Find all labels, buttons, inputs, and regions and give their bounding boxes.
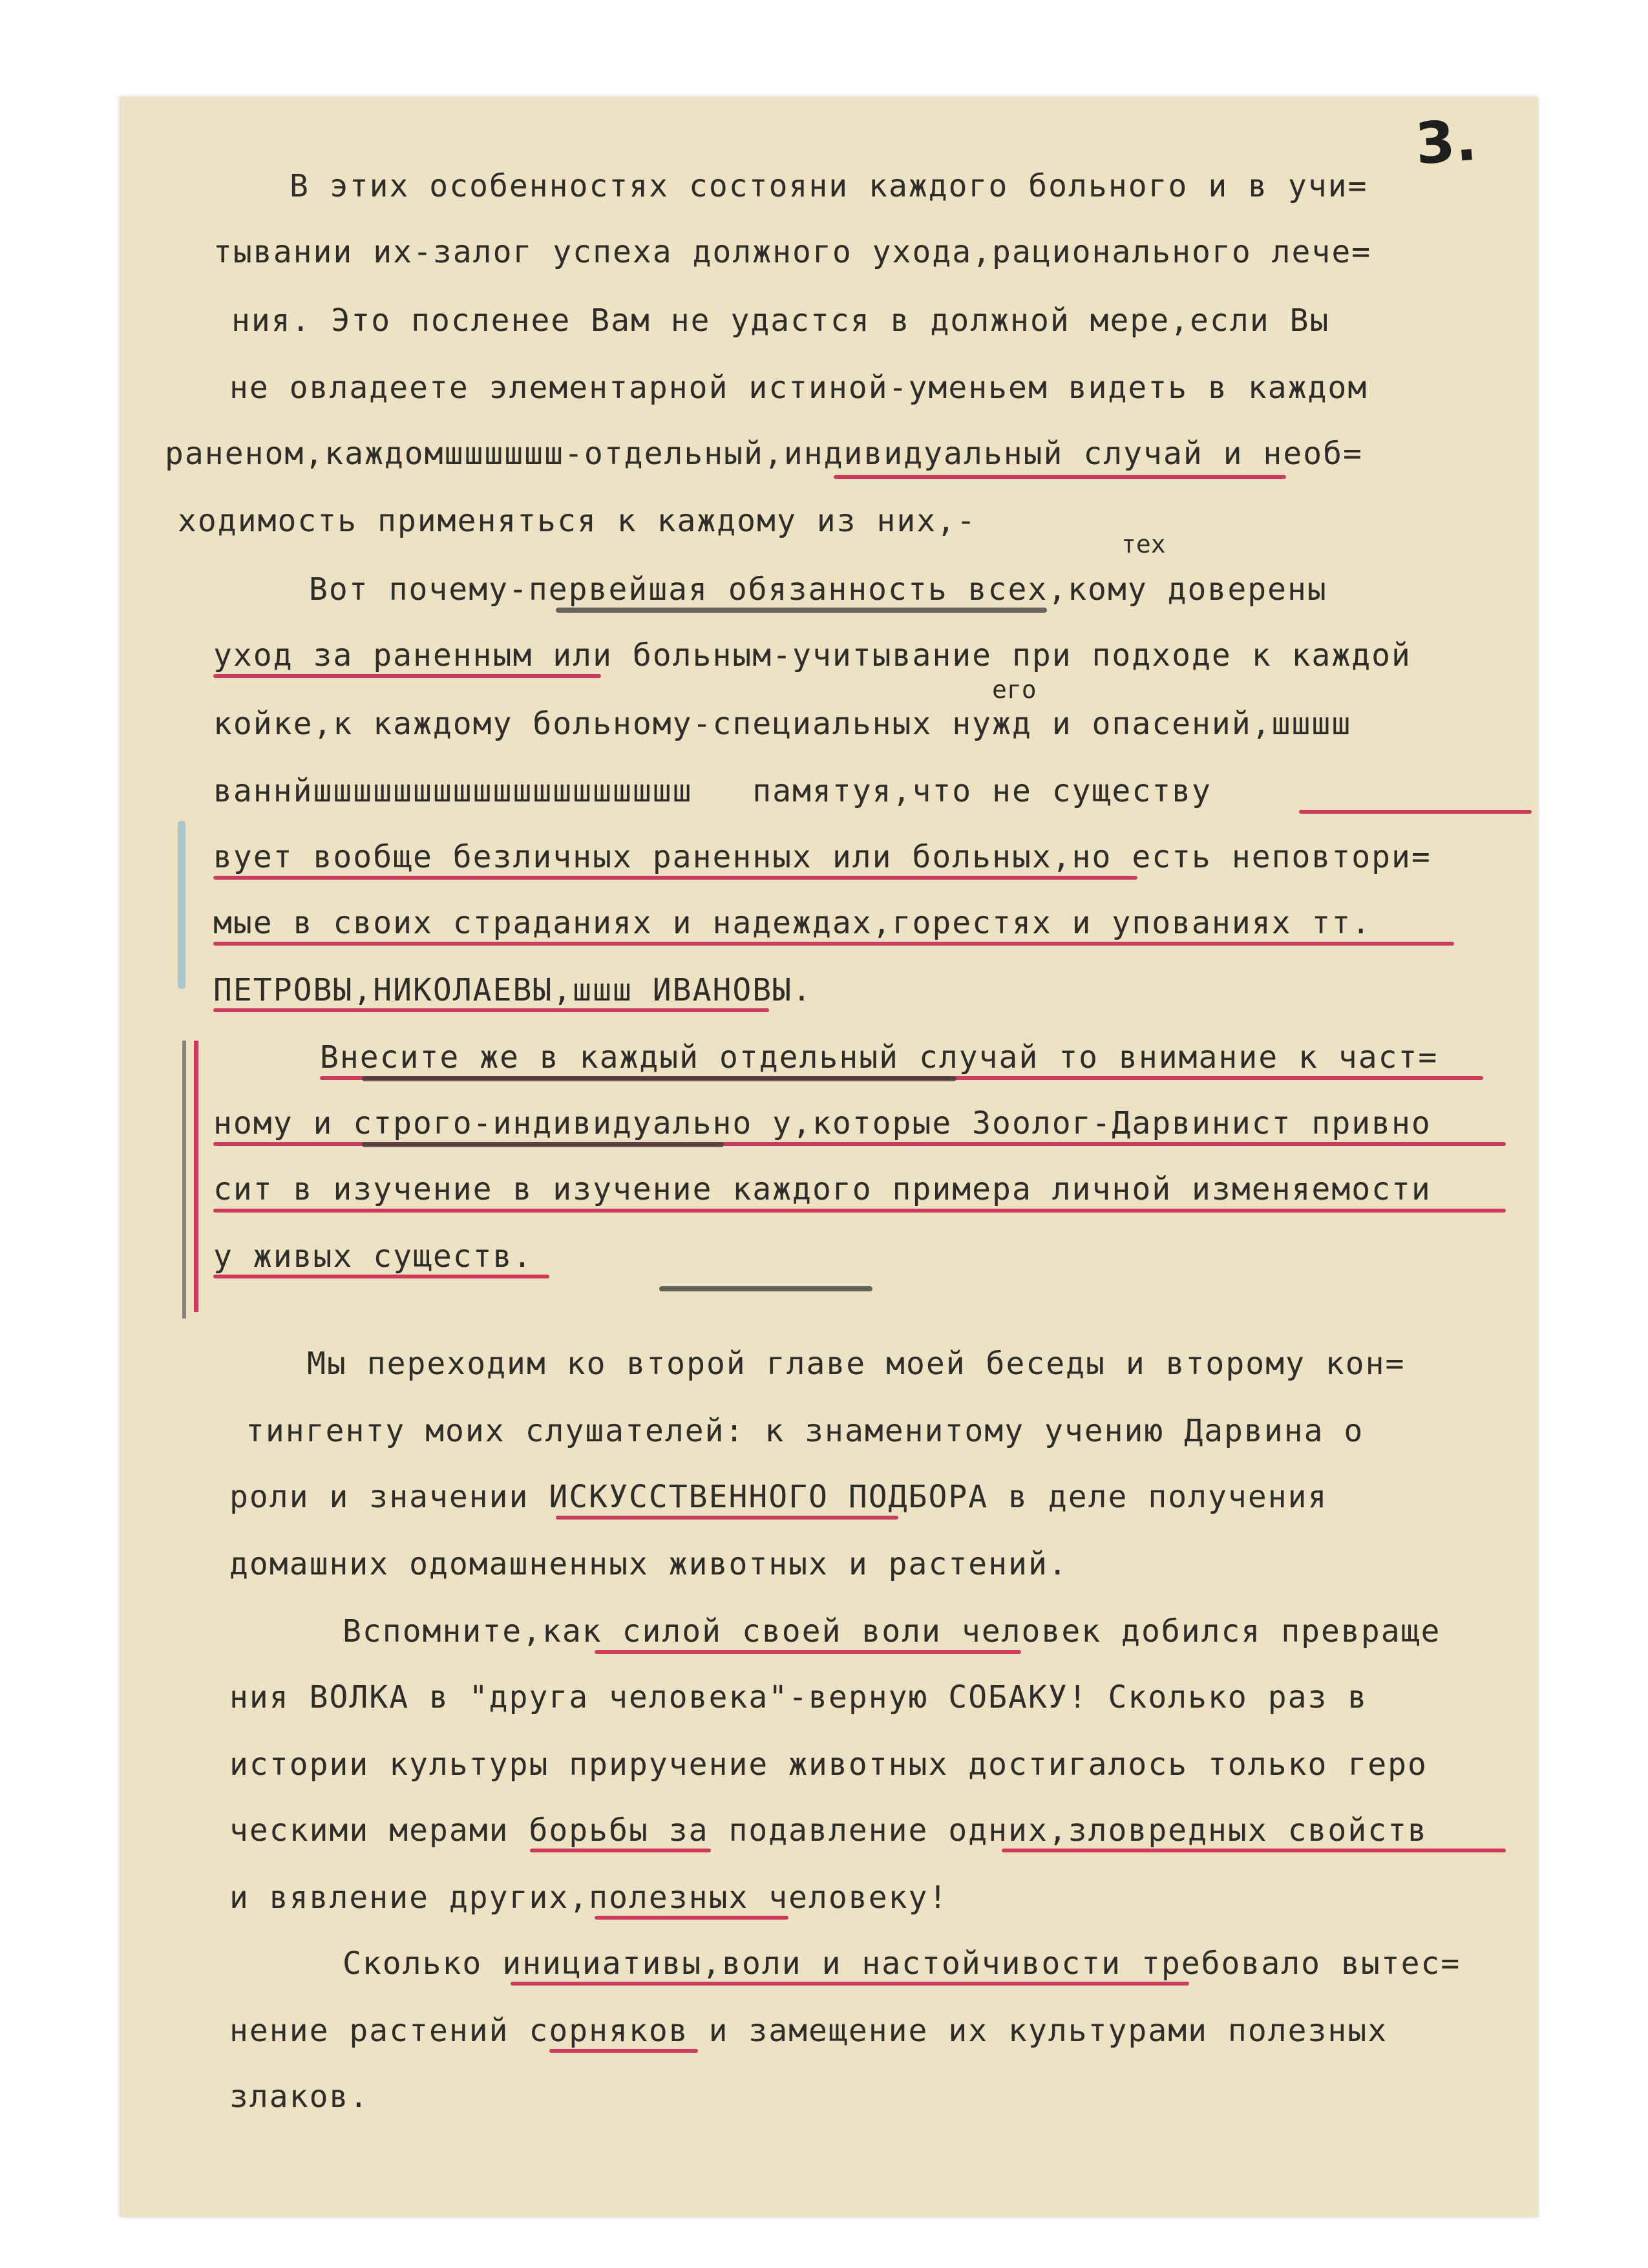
red-underline xyxy=(213,674,601,678)
red-underline xyxy=(1299,810,1532,814)
text-line: ходимость применяться к каждому из них,- xyxy=(178,503,977,539)
text-line: вует вообще безличных раненных или больных,но есть неповтори= xyxy=(213,839,1431,875)
page-number: 3. xyxy=(1413,106,1479,178)
text-line: раненом,каждомшшшшшш-отдельный,индивидуальный случай и необ= xyxy=(165,436,1363,472)
text-line: и вявление других,полезных человеку! xyxy=(229,1880,949,1916)
text-line: роли и значении ИСКУССТВЕННОГО ПОДБОРА в деле получения xyxy=(229,1479,1328,1515)
red-underline xyxy=(549,2049,698,2053)
text-line: мые в своих страданиях и надеждах,горестях и упованиях тт. xyxy=(213,905,1372,941)
text-line: нение растений сорняков и замещение их культурами полезных xyxy=(229,2013,1388,2049)
text-line: ния ВОЛКА в "друга человека"-верную СОБАКУ! Сколько раз в xyxy=(229,1679,1368,1715)
red-underline xyxy=(213,1275,549,1278)
blue-margin-mark xyxy=(178,821,185,989)
handwritten-insertion: тех xyxy=(1121,530,1166,558)
red-underline xyxy=(556,1516,898,1520)
text-line: злаков. xyxy=(229,2079,370,2115)
text-line: Сколько инициативы,воли и настойчивости требовало вытес= xyxy=(343,1945,1461,1982)
text-line: койке,к каждому больному-специальных нужд и опасений,шшшш xyxy=(213,706,1352,742)
red-underline xyxy=(595,1916,788,1920)
text-line: ПЕТРОВЫ,НИКОЛАЕВЫ,шшш ИВАНОВЫ. xyxy=(213,972,812,1008)
text-line: уход за раненным или больным-учитывание при подходе к каждой xyxy=(213,637,1411,673)
text-line: тывании их-залог успеха должного ухода,рационального лече= xyxy=(213,234,1372,270)
text-line: ния. Это посленее Вам не удастся в должной мере,если Вы xyxy=(231,302,1330,339)
red-underline xyxy=(530,1849,711,1852)
red-underline xyxy=(834,475,1286,479)
dark-underline xyxy=(659,1286,872,1291)
text-line: Внесите же в каждый отдельный случай то внимание к част= xyxy=(320,1039,1439,1076)
text-line: Вот почему-первейшая обязанность всех,кому доверены xyxy=(309,571,1327,608)
text-line: не овладеете элементарной истиной-уменьем видеть в каждом xyxy=(229,370,1368,406)
red-underline xyxy=(1002,1849,1506,1852)
text-line: ческими мерами борьбы за подавление одних,зловредных свойств xyxy=(229,1812,1428,1849)
text-line: домашних одомашненных животных и растений. xyxy=(229,1546,1068,1582)
dark-underline xyxy=(362,1142,724,1147)
text-line: тингенту моих слушателей: к знаменитому учению Дарвина о xyxy=(246,1413,1364,1449)
gray-margin-mark xyxy=(182,1041,186,1319)
text-line: Мы переходим ко второй главе моей беседы и второму кон= xyxy=(307,1346,1406,1382)
text-line: ному и строго-индивидуально у,которые Зоолог-Дарвинист привно xyxy=(213,1105,1431,1141)
red-margin-mark xyxy=(194,1041,198,1312)
text-line: истории культуры приручение животных достигалось только геро xyxy=(229,1746,1428,1783)
dark-underline xyxy=(362,1076,956,1081)
text-line: у живых существ. xyxy=(213,1238,533,1275)
red-underline xyxy=(213,942,1454,946)
red-underline xyxy=(213,1209,1506,1213)
text-line: Вспомните,как силой своей воли человек добился превраще xyxy=(343,1613,1441,1649)
handwritten-insertion: его xyxy=(992,675,1037,704)
text-line: В этих особенностях состояни каждого больного и в учи= xyxy=(290,168,1368,204)
red-underline xyxy=(511,1982,1189,1986)
red-underline xyxy=(595,1650,1021,1654)
red-underline xyxy=(213,1008,769,1012)
red-underline xyxy=(213,876,1137,880)
dark-underline xyxy=(556,608,1047,613)
text-line: сит в изучение в изучение каждого примера личной изменяемости xyxy=(213,1171,1431,1207)
text-line: вaннйшшшшшшшшшшшшшшшшшшш памятуя,что не существу xyxy=(213,773,1212,809)
